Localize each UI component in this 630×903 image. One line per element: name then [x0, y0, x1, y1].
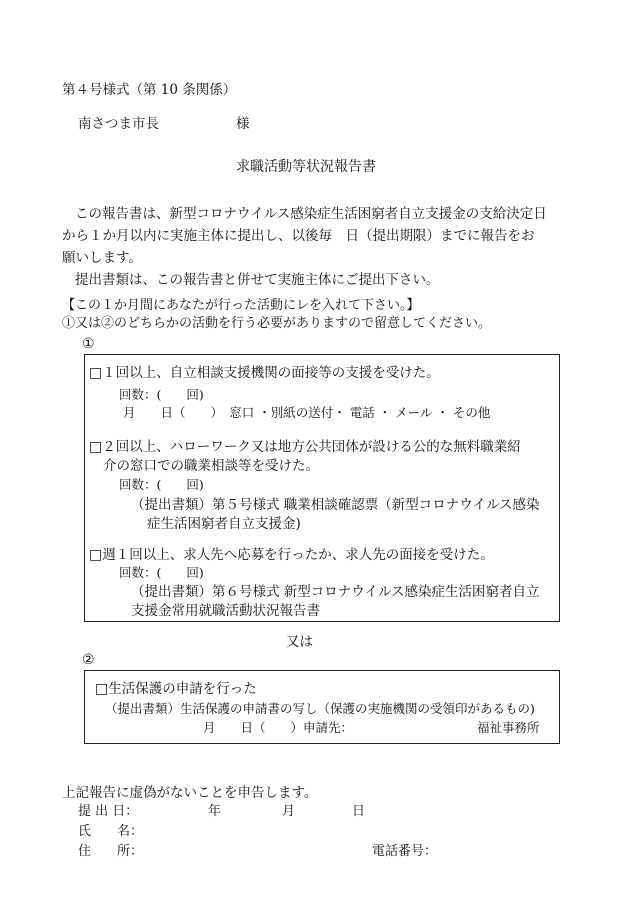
- job-application-doc-line-1: （提出書類）第６号様式 新型コロナウイルス感染症生活困窮者自立: [131, 584, 540, 600]
- activity-item-consultation: [89, 361, 440, 381]
- consultation-count: 回数：( 回): [119, 387, 204, 402]
- job-application-doc-line-2: 支援金常用就職活動状況報告書: [131, 603, 320, 619]
- intro-line-4: 提出書類は、この報告書と併せて実施主体にご提出下さい。: [75, 272, 440, 288]
- submit-year: 年: [208, 804, 222, 819]
- instruction-line-2: ①又は②のどちらかの活動を行う必要がありますので留意してください。: [62, 316, 492, 331]
- or-label: 又は: [286, 634, 313, 650]
- hellowork-doc-line-2: 症生活困窮者自立支援金): [147, 516, 301, 532]
- section-1-marker: ①: [82, 336, 95, 352]
- hellowork-checkbox[interactable]: □: [89, 439, 103, 455]
- welfare-date: 月 日（ ）申請先：: [203, 720, 354, 735]
- welfare-office: 福祉事務所: [477, 720, 540, 735]
- honorific: 様: [236, 116, 250, 132]
- consultation-checkbox[interactable]: □: [89, 365, 103, 381]
- welfare-doc: （提出書類）生活保護の申請書の写し（保護の実施機関の受領印があるもの): [105, 701, 535, 716]
- job-application-count: 回数：( 回): [119, 565, 204, 580]
- submit-month: 月: [282, 804, 296, 819]
- welfare-item: [95, 677, 257, 697]
- intro-line-3: 願いします。: [62, 250, 142, 266]
- submit-day: 日: [352, 804, 366, 819]
- hellowork-count: 回数：( 回): [119, 477, 204, 492]
- consultation-label: １回以上、自立相談支援機関の面接等の支援を受けた。: [102, 365, 440, 381]
- hellowork-label-line-1: ２回以上、ハローワーク又は地方公共団体が設ける公的な無料職業紹: [102, 439, 521, 455]
- hellowork-doc-line-1: （提出書類）第５号様式 職業相談確認票（新型コロナウイルス感染: [131, 497, 540, 513]
- welfare-label: 生活保護の申請を行った: [108, 681, 257, 697]
- section-2-marker: ②: [82, 652, 95, 668]
- submit-date-label: 提 出 日：: [78, 804, 139, 819]
- name-label: 氏 名：: [78, 824, 144, 839]
- address-label: 住 所：: [78, 844, 144, 859]
- activity-item-hellowork: [89, 435, 521, 455]
- addressee: 南さつま市長: [78, 116, 159, 132]
- section-2-box: [84, 670, 560, 744]
- page-title: 求職活動等状況報告書: [236, 159, 376, 175]
- section-1-box: [84, 354, 560, 622]
- declaration-statement: 上記報告に虚偽がないことを申告します。: [62, 785, 318, 801]
- intro-paragraph: [62, 203, 572, 291]
- form-number: 第４号様式（第 10 条関係）: [62, 82, 237, 98]
- welfare-checkbox[interactable]: □: [95, 681, 109, 697]
- job-application-checkbox[interactable]: □: [89, 547, 103, 563]
- phone-label: 電話番号：: [372, 844, 438, 859]
- job-application-label: 週１回以上、求人先へ応募を行ったか、求人先の面接を受けた。: [102, 547, 494, 563]
- intro-line-1: この報告書は、新型コロナウイルス感染症生活困窮者自立支援金の支給決定日: [75, 206, 547, 222]
- intro-line-2: から１か月以内に実施主体に提出し、以後毎 日（提出期限）までに報告をお: [62, 228, 535, 244]
- activity-item-job-application: [89, 543, 494, 563]
- instruction-line-1: 【この１か月間にあなたが行った活動にレを入れて下さい。】: [62, 298, 420, 313]
- consultation-detail: 月 日（ ） 窓口 ・別紙の送付・ 電話 ・ メール ・ その他: [123, 405, 491, 420]
- hellowork-label-line-2: 介の窓口での職業相談等を受けた。: [103, 458, 319, 474]
